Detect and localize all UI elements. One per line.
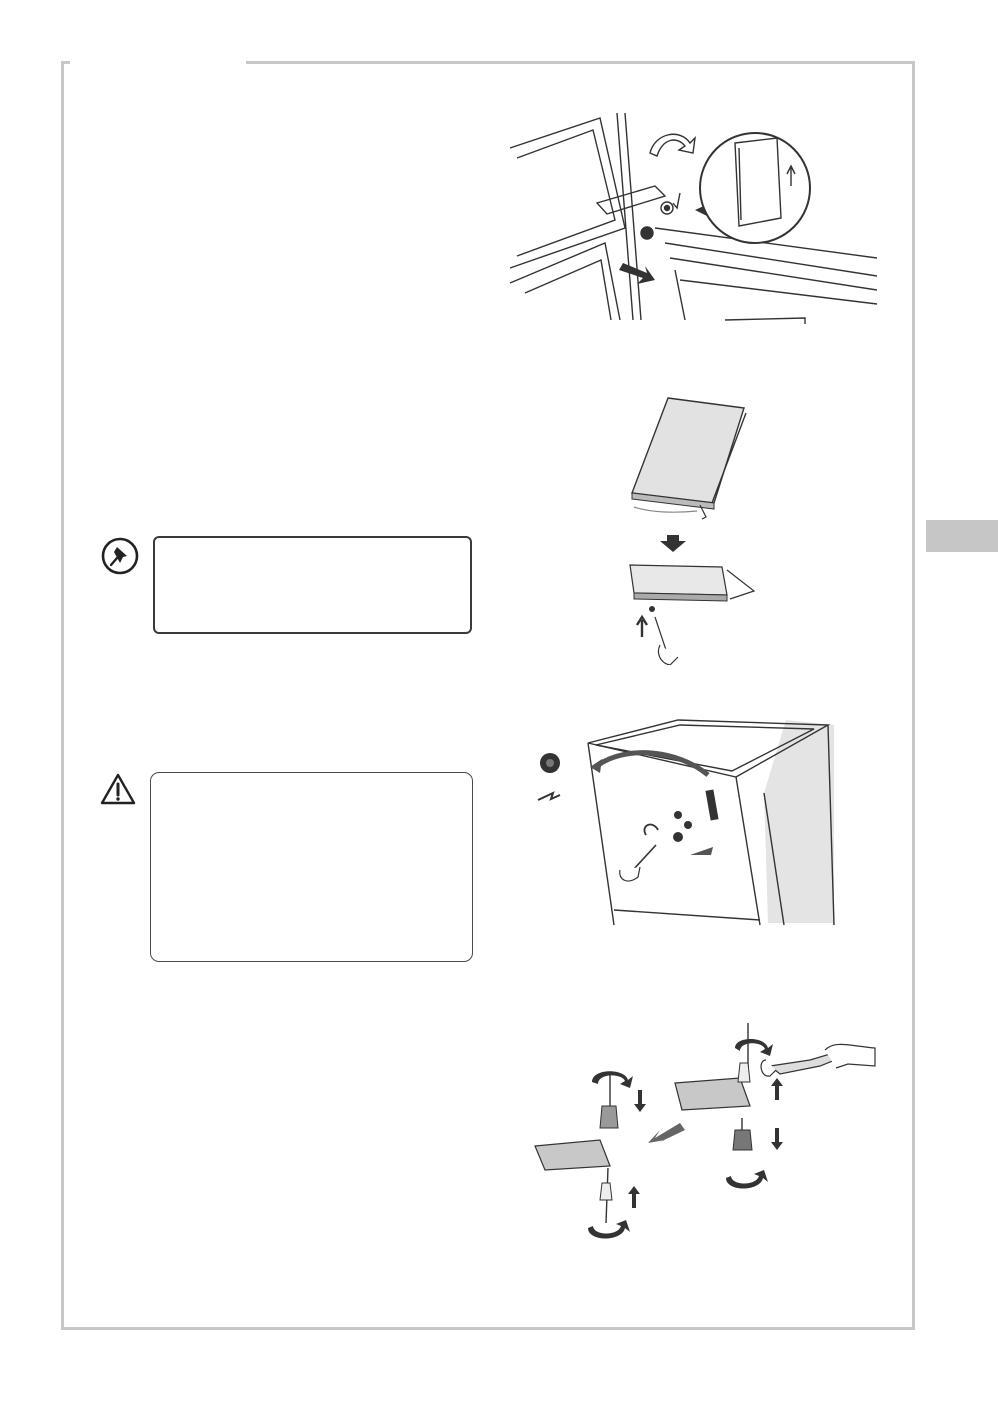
warning-box bbox=[150, 772, 473, 962]
section-tab bbox=[926, 520, 998, 552]
pushpin-icon bbox=[100, 536, 140, 576]
note-box bbox=[153, 536, 472, 634]
door-hinge-pin-swap-illustration bbox=[622, 395, 757, 665]
cabinet-top-hinge-transfer-illustration bbox=[528, 715, 838, 930]
frame-header-gap bbox=[70, 58, 246, 67]
bottom-hinge-reassembly-illustration bbox=[530, 1018, 880, 1250]
door-hinge-removal-illustration bbox=[505, 108, 877, 324]
warning-triangle-icon bbox=[99, 772, 137, 806]
